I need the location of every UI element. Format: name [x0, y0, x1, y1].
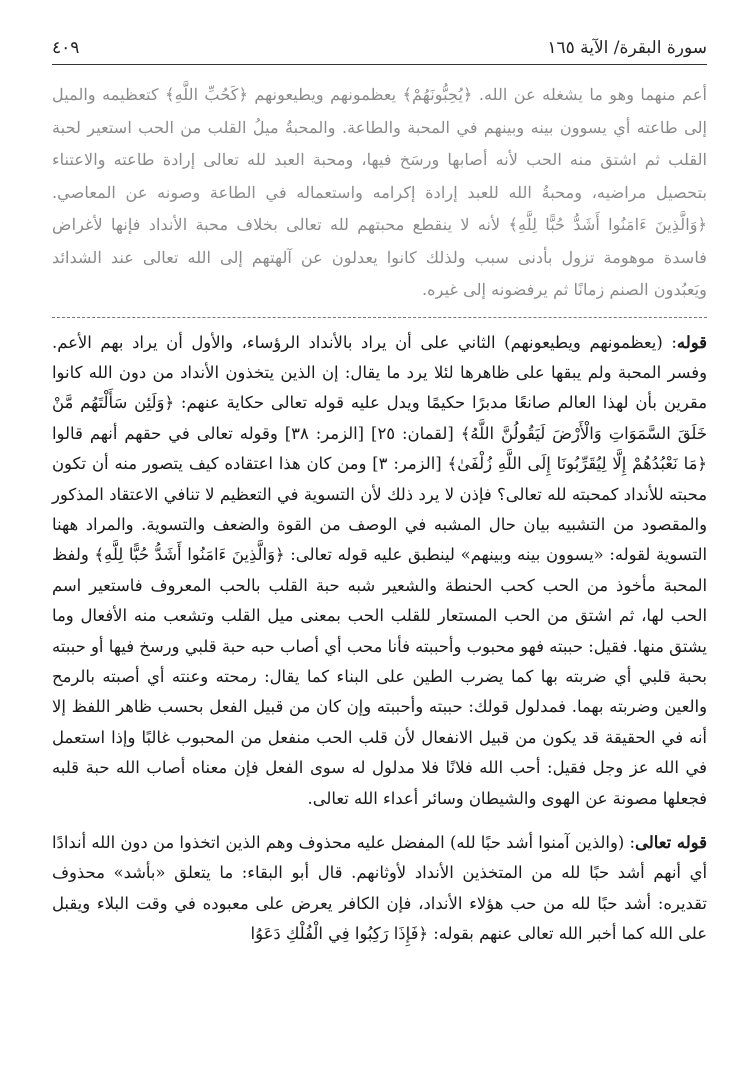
commentary-paragraph-text: : (يعظمونهم ويطيعونهم) الثاني على أن يراد بالأنداد الرؤساء، والأول أن يراد بهم الأعم. وفسر المحبة ولم يبقها على ظاهرها لئلا يرد ما يقال: إن الذين يتخذون الأنداد من دون الله كانوا مقرين بأن لهذا العالم صانعًا مدبرًا حكيمًا ويدل عليه قوله تعالى حكاية عنهم: ﴿وَلَئِن سَأَلْتَهُم مَّنْ خَلَقَ السَّمَوَاتِ وَالْأَرْضَ لَيَقُولُنَّ اللَّهُ﴾ [لقمان: ٢٥] [الزمر: ٣٨] وقوله تعالى في حقهم أنهم قالوا ﴿مَا نَعْبُدُهُمْ إِلَّا لِيُقَرِّبُونَا إِلَى اللَّهِ زُلْفَىٰ﴾ [الزمر: ٣] ومن كان هذا اعتقاده كيف يتصور منه أن تكون محبته للأنداد كمحبته لله تعالى؟ فإذن لا يرد ذلك لأن التسوية في التعظيم لا تنافي الاعتقاد المذكور والمقصود من التشبيه بيان حال المشبه في الوصف من القوة والضعف والتسوية. والمراد ههنا التسوية لقوله: «يسوون بينه وبينهم» لينطبق عليه قوله تعالى: ﴿وَالَّذِينَ ءَامَنُوا أَشَدُّ حُبًّا لِلَّهِ﴾ ولفظ المحبة مأخوذ من الحب كحب الحنطة والشعير شبه حبة القلب بالحب المعروف فاستعير اسم الحب لها، ثم اشتق من الحب المستعار للقلب الحب بمعنى ميل القلب وتشعب منه الأفعال وما يشتق منها. فقيل: حببته فهو محبوب وأحببته فأنا محب أي أصاب حبه حبة قلبي ورسخ فيها أو حببته بحبة قلبي أي ضربته بها كما يضرب الطين على البناء كما يقال: رمحته وعنته أي أصبته بالرمح والعين وضربته بهما. فمدلول قولك: حببته وأحببته وإن كان من قبيل الفعل بحسب ظاهر اللفظ إلا أنه في الحقيقة قد يكون من قبيل الانفعال لأن قلب الحب منفعل من المحبوب غالبًا وإذا استعمل في الله عز وجل فقيل: أحب الله فلانًا فلا مدلول له سوى الفعل فإن معناه أصاب الله حبة قلبه فجعلها مصونة عن الهوى والشيطان وسائر أعداء الله تعالى. [52, 332, 707, 808]
commentary-lemma-label: قوله تعالى [635, 833, 707, 852]
page-header [52, 28, 707, 58]
main-text [52, 79, 707, 307]
commentary-paragraph [52, 328, 707, 815]
page-number: ٤٠٩ [52, 38, 80, 58]
running-title: سورة البقرة/ الآية ١٦٥ [547, 38, 707, 58]
main-text-line: ينقطع محبتهم لله تعالى بخلاف محبة الأنداد فإنها لأغراض فاسدة موهومة تزول بأدنى [52, 215, 707, 267]
commentary-paragraph [52, 828, 707, 950]
main-text-line: سبب ولذلك كانوا يعدلون عن آلهتهم إلى الله تعالى عند الشدائد ويَعبُدون الصنم زمانًا ثم [52, 247, 707, 299]
main-text-line: العبد لله تعالى إرادة طاعته والاعتناء بتحصيل مراضيه، ومحبةُ الله للعبد إرادة إكرامه [52, 150, 707, 202]
main-text-line: واستعماله في الطاعة وصونه عن المعاصي. ﴿وَالَّذِينَ ءَامَنُوا أَشَدُّ حُبًّا لِلَّهِ﴾ لأنه لا [52, 182, 707, 234]
commentary [52, 328, 707, 950]
main-text-line: يرفضونه إلى غيره. [422, 280, 548, 299]
main-text-line: القلب من الحب استعير لحبة القلب ثم اشتق منه الحب لأنه أصابها ورسَخ فيها، ومحبة [52, 117, 708, 169]
main-text-line: أعم منهما وهو ما يشغله عن الله. ﴿يُحِبُّونَهُمْ﴾ يعظمونهم ويطيعونهم ﴿كَحُبِّ اللَّهِ﴾ [165, 85, 707, 104]
header-rule [52, 64, 707, 65]
commentary-lemma-label: قوله [676, 332, 707, 352]
main-text-line: كتعظيمه والميل إلى طاعته أي يسوون بينه وبينهم في المحبة والطاعة. والمحبةُ ميلُ [52, 85, 707, 137]
section-separator [52, 317, 707, 318]
commentary-paragraph-text: : (والذين آمنوا أشد حبًا لله) المفضل عليه محذوف وهم الذين اتخذوا من دون الله أندادًا أي أنهم أشد حبًا لله من المتخذين الأنداد لأوثانهم. قال أبو البقاء: ما يتعلق «بأشد» محذوف تقديره: أشد حبًا لله من حب هؤلاء الأنداد، فإن الكافر يعرض على معبوده في وقت البلاء ويقبل على الله كما أخبر الله تعالى عنهم بقوله: ﴿فَإِذَا رَكِبُوا فِي الْفُلْكِ دَعَوُا [52, 833, 707, 944]
